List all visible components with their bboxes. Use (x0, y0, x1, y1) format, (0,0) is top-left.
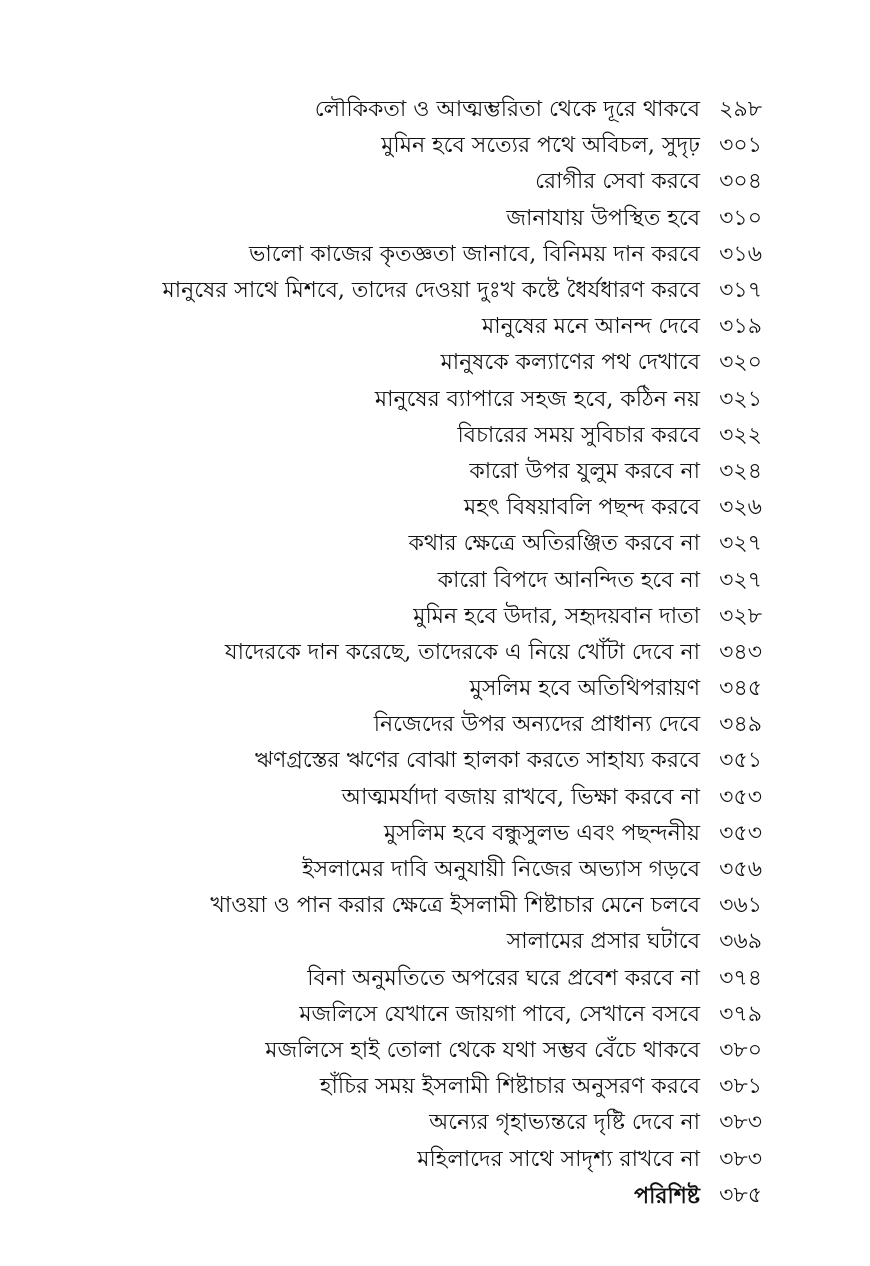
toc-entry-title: মজলিসে হাই তোলা থেকে যথা সম্ভব বেঁচে থাকবে (265, 1037, 700, 1063)
toc-entry-page: ২৯৮ (719, 97, 762, 123)
toc-row (42, 526, 762, 562)
toc-entry-page: ৩২২ (719, 422, 762, 448)
toc-row (42, 1105, 762, 1141)
toc-entry-title: সালামের প্রসার ঘটাবে (506, 929, 700, 955)
toc-entry-page: ৩১৯ (719, 314, 762, 340)
toc-entry-title: পরিশিষ্ট (634, 1182, 700, 1209)
toc-row (42, 562, 762, 598)
toc-row (42, 345, 762, 381)
toc-entry-title: খাওয়া ও পান করার ক্ষেত্রে ইসলামী শিষ্টাচার মেনে চলবে (210, 893, 700, 919)
toc-entry-page: ৩৫৩ (719, 820, 762, 846)
toc-row-appendix (42, 1178, 762, 1214)
toc-entry-page: ৩২৭ (719, 567, 762, 593)
toc-entry-page: ৩৫১ (719, 748, 762, 774)
toc-entry-page: ৩২৬ (719, 495, 762, 521)
toc-entry-page: ৩২৭ (719, 531, 762, 557)
toc-entry-page: ৩৪৯ (719, 712, 762, 738)
toc-entry-title: ভালো কাজের কৃতজ্ঞতা জানাবে, বিনিময় দান করবে (248, 241, 700, 267)
toc-entry-title: লৌকিকতা ও আত্মম্ভরিতা থেকে দূরে থাকবে (314, 97, 700, 123)
toc-entry-title: কারো বিপদে আনন্দিত হবে না (437, 567, 700, 593)
toc-entry-page: ৩৭৪ (719, 965, 762, 991)
toc-entry-page: ৩২৮ (719, 603, 762, 629)
toc-entry-title: মজলিসে যেখানে জায়গা পাবে, সেখানে বসবে (299, 1001, 700, 1027)
toc-entry-title: মুমিন হবে সত্যের পথে অবিচল, সুদৃঢ় (381, 133, 700, 159)
toc-row (42, 888, 762, 924)
toc-entry-title: মানুষের মনে আনন্দ দেবে (482, 314, 700, 340)
toc-row (42, 635, 762, 671)
toc-entry-page: ৩৮৩ (719, 1110, 762, 1136)
toc-entry-title: হাঁচির সময় ইসলামী শিষ্টাচার অনুসরণ করবে (319, 1074, 700, 1100)
toc-row (42, 1033, 762, 1069)
toc-entry-page: ৩৫৩ (719, 784, 762, 810)
toc-entry-title: কারো উপর যুলুম করবে না (469, 458, 700, 484)
toc-entry-page: ৩৮০ (719, 1037, 762, 1063)
toc-row (42, 852, 762, 888)
toc-entry-title: জানাযায় উপস্থিত হবে (506, 205, 700, 231)
toc-entry-page: ৩৮৩ (719, 1146, 762, 1172)
toc-entry-page: ৩৭৯ (719, 1001, 762, 1027)
toc-entry-page: ৩২৪ (719, 458, 762, 484)
toc-entry-page: ৩৬৯ (719, 929, 762, 955)
toc-entry-page: ৩৪৩ (719, 639, 762, 665)
toc-row (42, 382, 762, 418)
toc-entry-title: মুমিন হবে উদার, সহৃদয়বান দাতা (413, 603, 700, 629)
toc-row (42, 273, 762, 309)
toc-entry-page: ৩০৪ (719, 169, 762, 195)
toc-row (42, 961, 762, 997)
toc-entry-title: বিনা অনুমতিতে অপরের ঘরে প্রবেশ করবে না (307, 965, 700, 991)
toc-entry-title: রোগীর সেবা করবে (535, 169, 700, 195)
toc-entry-page: ৩৮১ (719, 1074, 762, 1100)
toc-row (42, 816, 762, 852)
toc-row (42, 128, 762, 164)
toc-entry-page: ৩৮৫ (719, 1182, 762, 1208)
toc-entry-page: ৩১৭ (719, 278, 762, 304)
toc-row (42, 599, 762, 635)
toc-entry-page: ৩১০ (719, 205, 762, 231)
toc-row (42, 164, 762, 200)
toc-entry-title: মানুষকে কল্যাণের পথ দেখাবে (440, 350, 700, 376)
toc-entry-page: ৩২০ (719, 350, 762, 376)
toc-entry-title: আত্মমর্যাদা বজায় রাখবে, ভিক্ষা করবে না (341, 784, 700, 810)
toc-entry-title: মুসলিম হবে অতিথিপরায়ণ (469, 676, 700, 702)
toc-row (42, 92, 762, 128)
toc-entry-page: ৩৪৫ (719, 676, 762, 702)
toc-entry-title: মানুষের ব্যাপারে সহজ হবে, কঠিন নয় (374, 386, 700, 412)
toc-entry-page: ৩৬১ (719, 893, 762, 919)
toc-row (42, 671, 762, 707)
toc-entry-title: মুসলিম হবে বন্ধুসুলভ এবং পছন্দনীয় (383, 820, 700, 846)
toc-entry-title: মানুষের সাথে মিশবে, তাদের দেওয়া দুঃখ কষ্টে ধৈর্যধারণ করবে (162, 278, 700, 304)
toc-entry-title: অন্যের গৃহাভ্যন্তরে দৃষ্টি দেবে না (429, 1110, 700, 1136)
toc-row (42, 201, 762, 237)
table-of-contents (42, 92, 762, 1214)
toc-row (42, 237, 762, 273)
toc-entry-title: নিজেদের উপর অন্যদের প্রাধান্য দেবে (373, 712, 700, 738)
toc-entry-page: ৩০১ (719, 133, 762, 159)
toc-entry-page: ৩২১ (719, 386, 762, 412)
toc-entry-title: যাদেরকে দান করেছে, তাদেরকে এ নিয়ে খোঁটা দেবে না (224, 639, 700, 665)
toc-row (42, 743, 762, 779)
toc-entry-title: বিচারের সময় সুবিচার করবে (457, 422, 700, 448)
toc-entry-page: ৩১৬ (719, 241, 762, 267)
toc-entry-page: ৩৫৬ (719, 857, 762, 883)
toc-row (42, 454, 762, 490)
toc-entry-title: মহিলাদের সাথে সাদৃশ্য রাখবে না (417, 1146, 700, 1172)
toc-row (42, 309, 762, 345)
toc-entry-title: কথার ক্ষেত্রে অতিরঞ্জিত করবে না (408, 531, 700, 557)
toc-row (42, 1141, 762, 1177)
toc-entry-title: ঋণগ্রস্তের ঋণের বোঝা হালকা করতে সাহায্য করবে (254, 748, 700, 774)
toc-row (42, 1069, 762, 1105)
toc-row (42, 780, 762, 816)
toc-row (42, 924, 762, 960)
toc-row (42, 707, 762, 743)
toc-row (42, 490, 762, 526)
toc-entry-title: মহৎ বিষয়াবলি পছন্দ করবে (464, 495, 700, 521)
toc-entry-title: ইসলামের দাবি অনুযায়ী নিজের অভ্যাস গড়বে (302, 857, 700, 883)
toc-row (42, 997, 762, 1033)
toc-row (42, 418, 762, 454)
